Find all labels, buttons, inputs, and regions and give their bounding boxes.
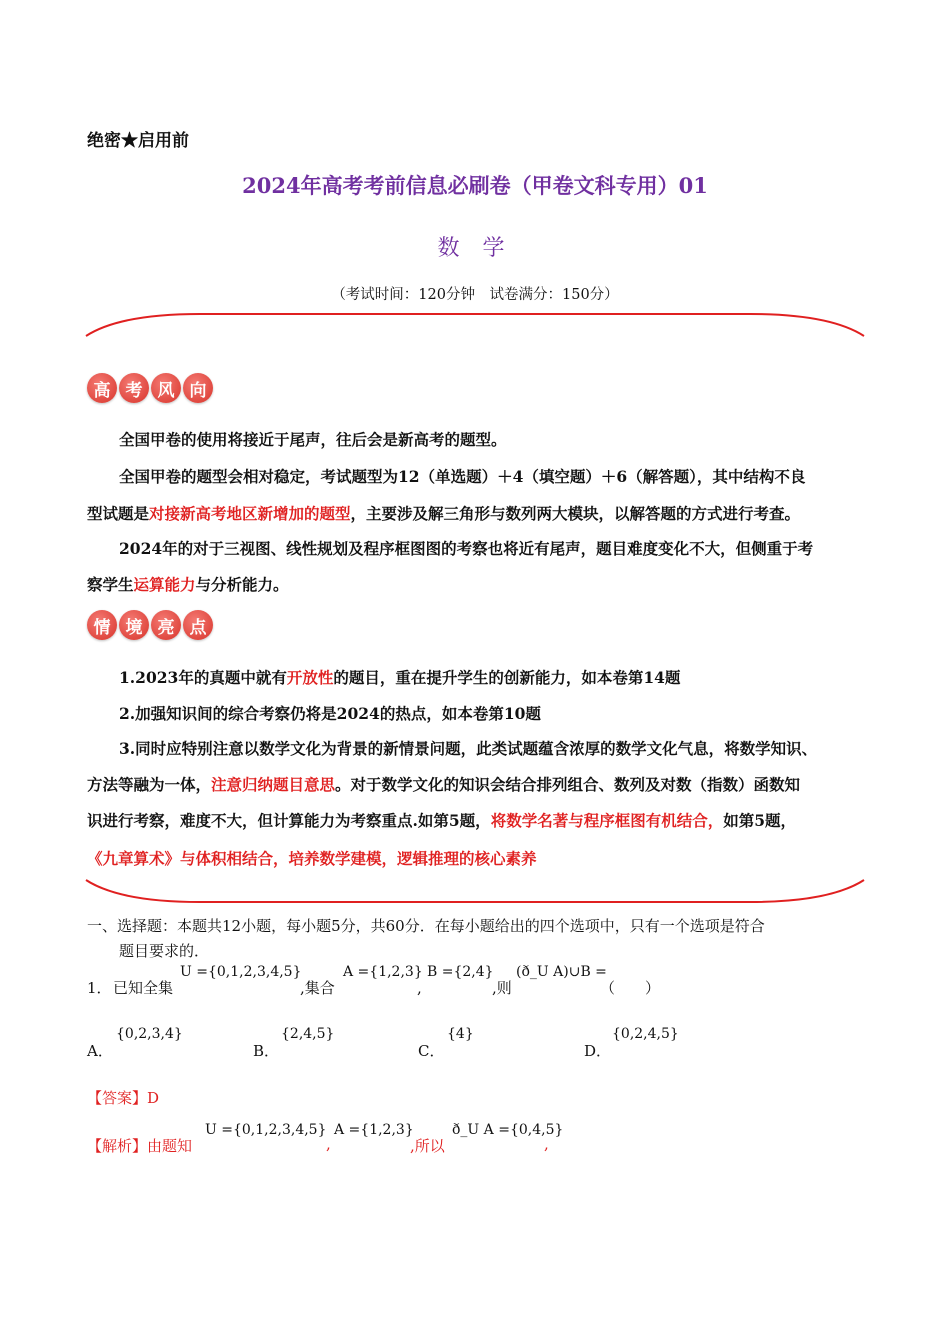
answer-line xyxy=(87,1087,159,1108)
highlight-item-3-line2 xyxy=(87,767,800,803)
section-one-intro-line2: 题目要求的． xyxy=(119,942,210,960)
text: 识进行考察，难度不大，但计算能力为考察重点.如第5题， xyxy=(87,811,491,830)
text: 与分析能力。 xyxy=(195,575,289,594)
highlight-text: 运算能力 xyxy=(133,575,196,594)
analysis-math-a: A ={1,2,3} xyxy=(334,1122,414,1138)
option-a-value: {0,2,3,4} xyxy=(116,1026,183,1042)
highlight-item-3-line1: 3.同时应特别注意以数学文化为背景的新情景问题，此类试题蕴含浓厚的数学文化气息，将数学知识、 xyxy=(119,739,818,758)
text: 方法等融为一体， xyxy=(87,775,212,794)
highlight-item-3-line4: 《九章算术》与体积相结合，培养数学建模，逻辑推理的核心素养 xyxy=(87,849,537,868)
math-set-a: A ={1,2,3} xyxy=(343,964,423,980)
text: 察学生 xyxy=(87,575,134,594)
trend-para-3-line1: 2024年的对于三视图、线性规划及程序框图图的考察也将近有尾声，题目难度变化不大，但侧重于考 xyxy=(119,539,814,558)
math-set-b: B ={2,4} xyxy=(427,964,494,980)
option-c-value: {4} xyxy=(447,1026,474,1042)
highlight-item-3-line3 xyxy=(87,803,796,839)
option-d-value: {0,2,4,5} xyxy=(612,1026,679,1042)
question-1-text: 已知全集 xyxy=(113,979,174,997)
highlight-text: 对接新高考地区新增加的题型 xyxy=(149,504,351,523)
badge-char: 情 xyxy=(87,610,117,640)
analysis-math-u: U ={0,1,2,3,4,5} xyxy=(205,1122,327,1138)
trend-para-2-line1: 全国甲卷的题型会相对稳定，考试题型为12（单选题）＋4（填空题）＋6（解答题），其中结构不良 xyxy=(119,467,806,486)
secret-mark: 绝密★启用前 xyxy=(87,131,189,151)
text: 的题目，重在提升学生的创新能力，如本卷第14题 xyxy=(333,668,681,687)
option-a-label: A． xyxy=(87,1042,113,1060)
text: ，主要涉及解三角形与数列两大模块，以解答题的方式进行考查。 xyxy=(350,504,801,523)
paper-title: 2024年高考考前信息必刷卷（甲卷文科专用）01 xyxy=(242,173,708,198)
answer-blank: （ ） xyxy=(600,979,661,997)
exam-info: （考试时间：120分钟 试卷满分：150分） xyxy=(331,287,619,303)
highlight-text: 注意归纳题目意思 xyxy=(211,775,336,794)
option-d-label: D． xyxy=(584,1042,612,1060)
question-1-text: , xyxy=(417,979,422,997)
highlight-text: 开放性 xyxy=(286,668,334,687)
highlight-item-1 xyxy=(119,660,680,696)
math-expression: (ð_U A)∪B = xyxy=(516,964,607,980)
analysis-line xyxy=(87,1135,192,1156)
highlight-item-2: 2.加强知识间的综合考察仍将是2024的热点，如本卷第10题 xyxy=(119,704,541,723)
subject-heading: 数 学 xyxy=(437,236,513,261)
analysis-text: ,所以 xyxy=(410,1137,445,1155)
badge-char: 点 xyxy=(183,610,213,640)
bottom-arc-divider xyxy=(80,876,870,906)
analysis-label: 【解析】 xyxy=(87,1137,148,1155)
option-b-value: {2,4,5} xyxy=(281,1026,335,1042)
badge-char: 境 xyxy=(119,610,149,640)
badge-char: 高 xyxy=(87,373,117,403)
section-one-intro-line1: 一、选择题：本题共12小题，每小题5分，共60分．在每小题给出的四个选项中，只有一个选项是符合 xyxy=(87,917,765,935)
badge-char: 考 xyxy=(119,373,149,403)
question-1-number: 1． xyxy=(87,979,112,997)
badge-char: 向 xyxy=(183,373,213,403)
trend-para-3-line2 xyxy=(87,567,289,603)
badge-char: 亮 xyxy=(151,610,181,640)
text: 。对于数学文化的知识会结合排列组合、数列及对数（指数）函数知 xyxy=(335,775,801,794)
top-arc-divider xyxy=(80,310,870,340)
highlight-text: 将数学名著与程序框图有机结合， xyxy=(490,811,724,830)
option-b-label: B． xyxy=(253,1042,280,1060)
analysis-text: 由题知 xyxy=(147,1137,193,1155)
text: 如第5题， xyxy=(723,811,796,830)
badge-context-highlight xyxy=(87,610,213,640)
answer-value: D xyxy=(147,1089,160,1107)
analysis-text: , xyxy=(544,1135,549,1153)
math-set-u: U ={0,1,2,3,4,5} xyxy=(180,964,302,980)
answer-label: 【答案】 xyxy=(87,1089,148,1107)
question-1-text: ,则 xyxy=(492,979,512,997)
trend-para-2-line2 xyxy=(87,496,800,532)
trend-para-1: 全国甲卷的使用将接近于尾声，往后会是新高考的题型。 xyxy=(119,430,507,449)
text: 型试题是 xyxy=(87,504,150,523)
question-1-text: ,集合 xyxy=(300,979,335,997)
analysis-math-complement: ð_U A ={0,4,5} xyxy=(452,1122,564,1138)
badge-char: 风 xyxy=(151,373,181,403)
badge-gaokao-trend xyxy=(87,373,213,403)
analysis-text: , xyxy=(326,1135,331,1153)
option-c-label: C． xyxy=(418,1042,445,1060)
text: 1.2023年的真题中就有 xyxy=(119,668,287,687)
